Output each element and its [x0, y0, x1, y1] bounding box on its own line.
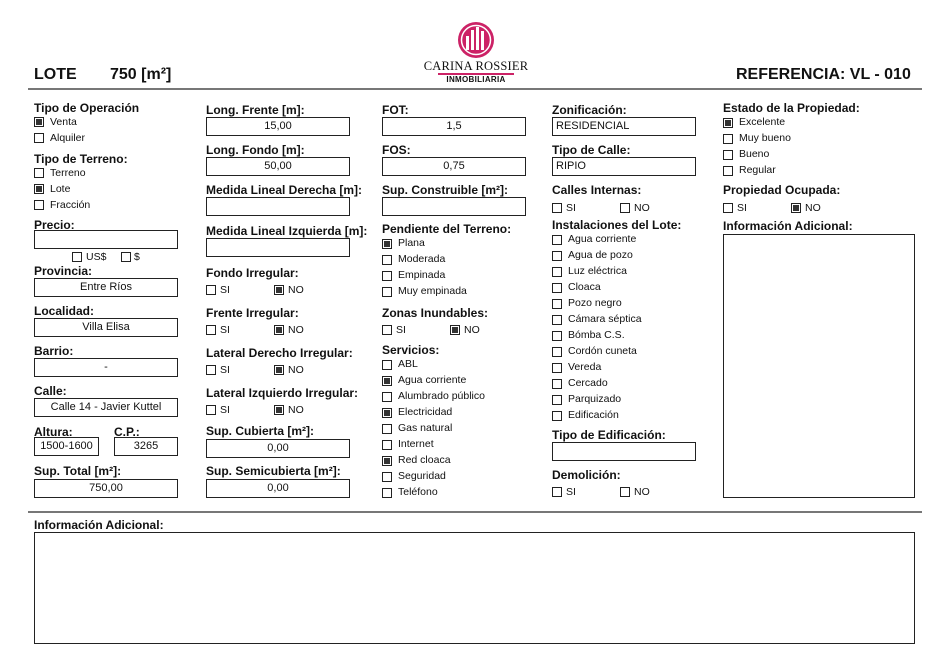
zonas-no: NO	[464, 324, 480, 336]
checkbox-alquiler[interactable]	[34, 133, 44, 143]
precio-label: Precio:	[34, 218, 75, 232]
inst-pozo-negro: Pozo negro	[568, 297, 622, 309]
demolicion-si: SI	[566, 486, 576, 498]
demolicion-si-checkbox[interactable]	[552, 487, 562, 497]
checkbox-regular[interactable]	[723, 166, 733, 176]
option-alquiler: Alquiler	[50, 132, 86, 144]
fos-field[interactable]: 0,75	[382, 157, 526, 176]
inst-vereda: Vereda	[568, 361, 602, 373]
checkbox-seguridad[interactable]	[382, 472, 392, 482]
calles-si: SI	[566, 202, 576, 214]
checkbox-empinada[interactable]	[382, 271, 392, 281]
lat-izq-irregular-label: Lateral Izquierdo Irregular:	[206, 386, 359, 400]
ocupada-si: SI	[737, 202, 747, 214]
tipo-calle-label: Tipo de Calle:	[552, 143, 631, 157]
info-side-label: Información Adicional:	[723, 219, 853, 233]
calles-no: NO	[634, 202, 650, 214]
localidad-field[interactable]: Villa Elisa	[34, 318, 178, 337]
option-pesos: $	[134, 251, 140, 263]
tipo-terreno-label: Tipo de Terreno:	[34, 152, 128, 166]
option-empinada: Empinada	[398, 269, 446, 281]
checkbox-venta[interactable]	[34, 117, 44, 127]
logo-building-icon	[420, 18, 532, 62]
tipo-edificacion-field[interactable]	[552, 442, 696, 461]
checkbox-inst-camara[interactable]	[552, 315, 562, 325]
option-telefono: Teléfono	[398, 486, 438, 498]
logo	[420, 18, 532, 86]
inst-cercado: Cercado	[568, 377, 608, 389]
fot-field[interactable]: 1,5	[382, 117, 526, 136]
calles-no-checkbox[interactable]	[620, 203, 630, 213]
sup-cubierta-label: Sup. Cubierta [m²]:	[206, 424, 314, 438]
frente-field[interactable]: 15,00	[206, 117, 350, 136]
zonificacion-field[interactable]: RESIDENCIAL	[552, 117, 696, 136]
inst-camara: Cámara séptica	[568, 313, 642, 325]
inst-edificacion: Edificación	[568, 409, 619, 421]
option-venta: Venta	[50, 116, 77, 128]
sup-semicubierta-field[interactable]: 0,00	[206, 479, 350, 498]
checkbox-lote[interactable]	[34, 184, 44, 194]
checkbox-bueno[interactable]	[723, 150, 733, 160]
footer-info-field[interactable]	[34, 532, 915, 644]
checkbox-inst-vereda[interactable]	[552, 363, 562, 373]
option-red-cloaca: Red cloaca	[398, 454, 451, 466]
option-alumbrado: Alumbrado público	[398, 390, 485, 402]
checkbox-agua-corriente[interactable]	[382, 376, 392, 386]
checkbox-gas[interactable]	[382, 424, 392, 434]
option-excelente: Excelente	[739, 116, 786, 128]
zonas-si: SI	[396, 324, 406, 336]
referencia: REFERENCIA: VL - 010	[736, 66, 911, 83]
lat-izq-irregular-si-checkbox[interactable]	[206, 405, 216, 415]
checkbox-moderada[interactable]	[382, 255, 392, 265]
checkbox-internet[interactable]	[382, 440, 392, 450]
option-plana: Plana	[398, 237, 425, 249]
estado-label: Estado de la Propiedad:	[723, 101, 860, 115]
lat-der-irregular-label: Lateral Derecho Irregular:	[206, 346, 353, 360]
cp-field[interactable]: 3265	[114, 437, 178, 456]
frente-irregular-no-checkbox[interactable]	[274, 325, 284, 335]
checkbox-inst-parquizado[interactable]	[552, 395, 562, 405]
frente-irregular-si: SI	[220, 324, 230, 336]
calle-label: Calle:	[34, 384, 67, 398]
option-lote: Lote	[50, 183, 71, 195]
checkbox-terreno[interactable]	[34, 168, 44, 178]
info-side-field[interactable]	[723, 234, 915, 498]
checkbox-inst-cloaca[interactable]	[552, 283, 562, 293]
sup-semicubierta-label: Sup. Semicubierta [m²]:	[206, 464, 341, 478]
lat-izq-irregular-no-checkbox[interactable]	[274, 405, 284, 415]
checkbox-excelente[interactable]	[723, 118, 733, 128]
inst-luz: Luz eléctrica	[568, 265, 627, 277]
fondo-irregular-si-checkbox[interactable]	[206, 285, 216, 295]
frente-label: Long. Frente [m]:	[206, 103, 305, 117]
instalaciones-label: Instalaciones del Lote:	[552, 218, 682, 232]
ocupada-no-checkbox[interactable]	[791, 203, 801, 213]
lote-label: LOTE	[34, 66, 77, 83]
lineal-der-label: Medida Lineal Derecha [m]:	[206, 183, 363, 197]
cp-label: C.P.:	[114, 425, 140, 439]
lat-der-irregular-si: SI	[220, 364, 230, 376]
altura-field[interactable]: 1500-1600	[34, 437, 99, 456]
header-divider	[28, 88, 922, 90]
checkbox-inst-cercado[interactable]	[552, 379, 562, 389]
fondo-irregular-label: Fondo Irregular:	[206, 266, 299, 280]
calles-si-checkbox[interactable]	[552, 203, 562, 213]
checkbox-inst-agua-pozo[interactable]	[552, 251, 562, 261]
altura-label: Altura:	[34, 425, 73, 439]
inst-bomba: Bómba C.S.	[568, 329, 625, 341]
inst-cordon: Cordón cuneta	[568, 345, 637, 357]
fondo-field[interactable]: 50,00	[206, 157, 350, 176]
ocupada-no: NO	[805, 202, 821, 214]
tipo-calle-field[interactable]: RIPIO	[552, 157, 696, 176]
checkbox-fraccion[interactable]	[34, 200, 44, 210]
barrio-field[interactable]: -	[34, 358, 178, 377]
frente-irregular-no: NO	[288, 324, 304, 336]
checkbox-inst-edificacion[interactable]	[552, 411, 562, 421]
demolicion-no: NO	[634, 486, 650, 498]
demolicion-no-checkbox[interactable]	[620, 487, 630, 497]
option-muy-empinada: Muy empinada	[398, 285, 467, 297]
option-terreno: Terreno	[50, 167, 86, 179]
option-gas: Gas natural	[398, 422, 453, 434]
sup-total-label: Sup. Total [m²]:	[34, 464, 122, 478]
checkbox-electricidad[interactable]	[382, 408, 392, 418]
calles-internas-label: Calles Internas:	[552, 183, 642, 197]
lineal-izq-field[interactable]	[206, 238, 350, 257]
lote-area: 750 [m²]	[110, 66, 172, 83]
option-usd: US$	[86, 251, 107, 263]
option-muy-bueno: Muy bueno	[739, 132, 791, 144]
ocupada-label: Propiedad Ocupada:	[723, 183, 841, 197]
checkbox-muy-bueno[interactable]	[723, 134, 733, 144]
inst-parquizado: Parquizado	[568, 393, 622, 405]
tipo-edificacion-label: Tipo de Edificación:	[552, 428, 666, 442]
footer-divider	[28, 511, 922, 513]
sup-cubierta-field[interactable]: 0,00	[206, 439, 350, 458]
fos-label: FOS:	[382, 143, 411, 157]
zonas-inundables-label: Zonas Inundables:	[382, 306, 489, 320]
calle-field[interactable]: Calle 14 - Javier Kuttel	[34, 398, 178, 417]
lineal-izq-label: Medida Lineal Izquierda [m]:	[206, 224, 368, 238]
pendiente-label: Pendiente del Terreno:	[382, 222, 512, 236]
provincia-field[interactable]: Entre Ríos	[34, 278, 178, 297]
lat-izq-irregular-no: NO	[288, 404, 304, 416]
barrio-label: Barrio:	[34, 344, 74, 358]
option-electricidad: Electricidad	[398, 406, 453, 418]
inst-agua-pozo: Agua de pozo	[568, 249, 633, 261]
demolicion-label: Demolición:	[552, 468, 621, 482]
inst-agua-corriente: Agua corriente	[568, 233, 637, 245]
fondo-label: Long. Fondo [m]:	[206, 143, 305, 157]
option-regular: Regular	[739, 164, 776, 176]
checkbox-inst-luz[interactable]	[552, 267, 562, 277]
checkbox-telefono[interactable]	[382, 488, 392, 498]
fot-label: FOT:	[382, 103, 409, 117]
fondo-irregular-no: NO	[288, 284, 304, 296]
checkbox-muy-empinada[interactable]	[382, 287, 392, 297]
logo-sub: INMOBILIARIA	[446, 75, 506, 84]
zonas-si-checkbox[interactable]	[382, 325, 392, 335]
inst-cloaca: Cloaca	[568, 281, 601, 293]
lat-izq-irregular-si: SI	[220, 404, 230, 416]
checkbox-usd[interactable]	[72, 252, 82, 262]
checkbox-plana[interactable]	[382, 239, 392, 249]
localidad-label: Localidad:	[34, 304, 95, 318]
zonas-no-checkbox[interactable]	[450, 325, 460, 335]
tipo-operacion-label: Tipo de Operación	[34, 101, 140, 115]
option-bueno: Bueno	[739, 148, 770, 160]
frente-irregular-label: Frente Irregular:	[206, 306, 299, 320]
lat-der-irregular-no: NO	[288, 364, 304, 376]
lat-der-irregular-no-checkbox[interactable]	[274, 365, 284, 375]
checkbox-pesos[interactable]	[121, 252, 131, 262]
sup-construible-field[interactable]	[382, 197, 526, 216]
frente-irregular-si-checkbox[interactable]	[206, 325, 216, 335]
checkbox-inst-agua-corriente[interactable]	[552, 235, 562, 245]
checkbox-inst-cordon[interactable]	[552, 347, 562, 357]
checkbox-red-cloaca[interactable]	[382, 456, 392, 466]
zonificacion-label: Zonificación:	[552, 103, 627, 117]
checkbox-inst-bomba[interactable]	[552, 331, 562, 341]
option-seguridad: Seguridad	[398, 470, 446, 482]
checkbox-alumbrado[interactable]	[382, 392, 392, 402]
servicios-label: Servicios:	[382, 343, 440, 357]
option-agua-corriente: Agua corriente	[398, 374, 467, 386]
lat-der-irregular-si-checkbox[interactable]	[206, 365, 216, 375]
checkbox-inst-pozo-negro[interactable]	[552, 299, 562, 309]
fondo-irregular-no-checkbox[interactable]	[274, 285, 284, 295]
sup-total-field[interactable]: 750,00	[34, 479, 178, 498]
logo-name: CARINA ROSSIER	[423, 59, 529, 73]
checkbox-abl[interactable]	[382, 360, 392, 370]
provincia-label: Provincia:	[34, 264, 93, 278]
fondo-irregular-si: SI	[220, 284, 230, 296]
option-abl: ABL	[398, 358, 418, 370]
option-fraccion: Fracción	[50, 199, 91, 211]
precio-field[interactable]	[34, 230, 178, 249]
sup-construible-label: Sup. Construible [m²]:	[382, 183, 508, 197]
option-moderada: Moderada	[398, 253, 446, 265]
ocupada-si-checkbox[interactable]	[723, 203, 733, 213]
lineal-der-field[interactable]	[206, 197, 350, 216]
footer-info-label: Información Adicional:	[34, 518, 164, 532]
option-internet: Internet	[398, 438, 434, 450]
